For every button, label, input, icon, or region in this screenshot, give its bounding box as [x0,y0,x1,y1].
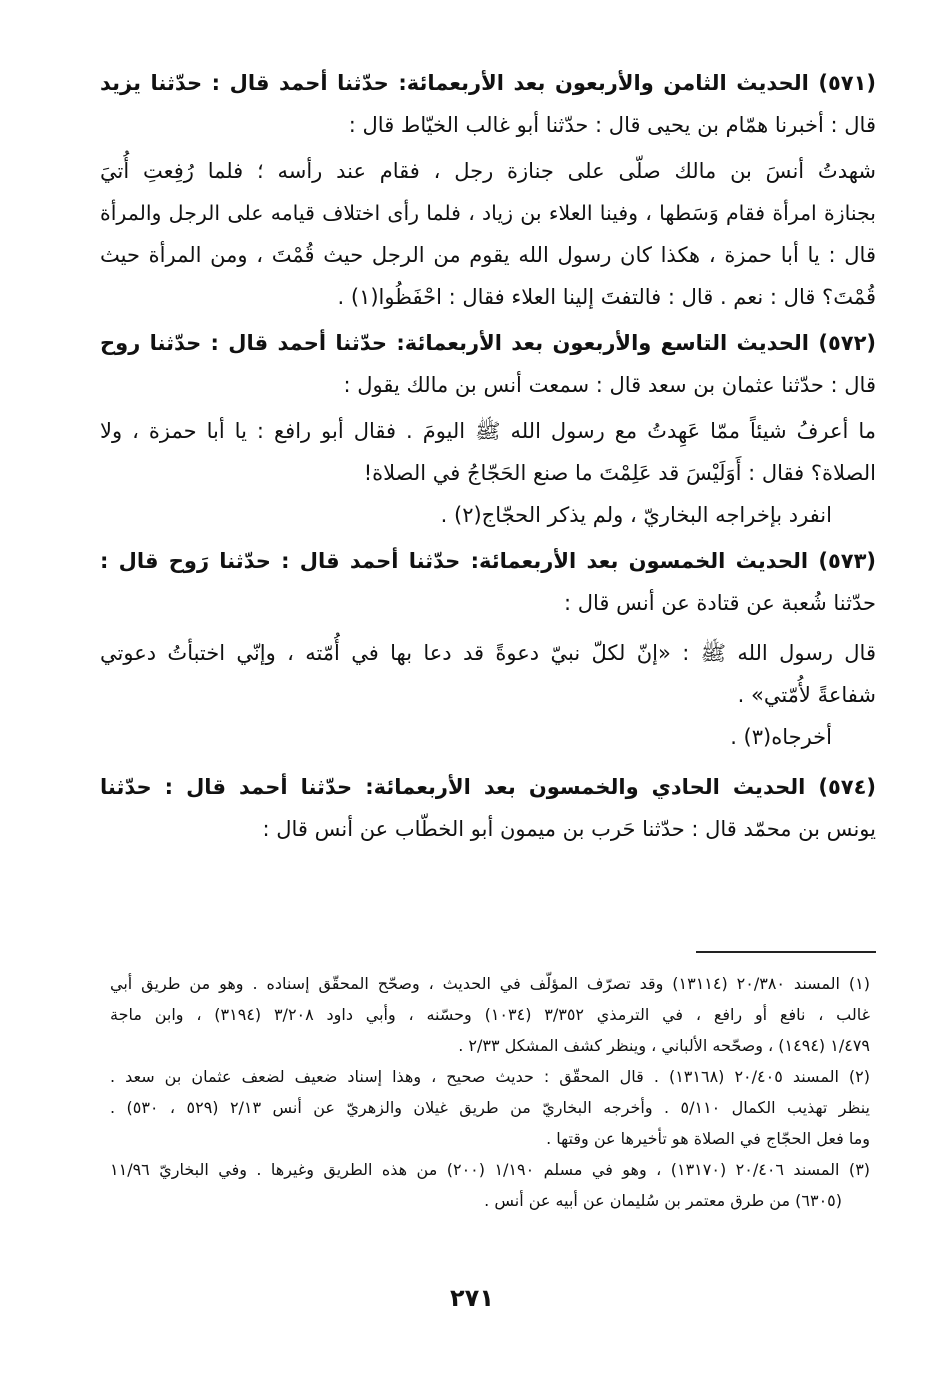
text-line: انفرد بإخراجه البخاريّ ، ولم يذكر الحجّاج(٢) . [440,503,832,527]
hadith-574 [100,766,876,850]
footnote-line: ينظر تهذيب الكمال ٥/١١٠ . وأخرجه البخاريّ من طريق غيلان والزهريّ عن أنس ٢/١٣ (٥٢٩ ، ٥٣٠) . [110,1098,870,1117]
hadith-573 [100,540,876,758]
footnote-3 [110,1154,870,1216]
text-line: شهدتُ أنسَ بن مالك صلّى على جنازة رجل ، فقام عند رأسه ؛ فلما رُفِعتِ أُتيَ [100,159,876,183]
text-line: قال : حدّثنا عثمان بن سعد قال : سمعت أنس بن مالك يقول : [343,373,876,397]
text-line: قُمْتَ؟ قال : نعم . قال : فالتفتَ إلينا العلاء فقال : احْفَظُوا(١) . [337,285,876,309]
text-line: يونس بن محمّد قال : حدّثنا حَرب بن ميمون أبو الخطّاب عن أنس قال : [262,817,876,841]
footnote-line: (٢) المسند ٢٠/٤٠٥ (١٣١٦٨) . قال المحقّق : حديث صحيح ، وهذا إسناد ضعيف لضعف عثمان بن سعد . [110,1067,870,1086]
footnote-line: ١/٤٧٩ (١٤٩٤) ، وصحّحه الألباني ، وينظر كشف المشكل ٢/٣٣ . [458,1036,870,1055]
text-line: أخرجاه(٣) . [730,725,832,749]
footnote-line: وما فعل الحجّاج في الصلاة هو تأخيرها عن وقتها . [546,1129,870,1148]
footnote-1 [110,968,870,1061]
page-number: ٢٧١ [450,1284,494,1312]
text-line: حدّثنا شُعبة عن قتادة عن أنس قال : [563,591,876,615]
footnote-2 [110,1061,870,1154]
footnote-separator [696,951,876,953]
text-line: ما أعرفُ شيئاً ممّا عَهِدتُ مع رسول الله ﷺ اليومَ . فقال أبو رافع : يا أبا حمزة ، ولا [100,419,876,443]
hadith-heading: (٥٧٣) الحديث الخمسون بعد الأربعمائة: حدّثنا أحمد قال : حدّثنا رَوح قال : [100,549,876,573]
hadith-heading: (٥٧٤) الحديث الحادي والخمسون بعد الأربعمائة: حدّثنا أحمد قال : حدّثنا [100,775,876,799]
footnote-line: (٣) المسند ٢٠/٤٠٦ (١٣١٧٠) ، وهو في مسلم ١/١٩٠ (٢٠٠) من هذه الطريق وغيرها . وفي البخاريّ ١١/٩٦ [110,1160,870,1179]
footnote-line: (١) المسند ٢٠/٣٨٠ (١٣١١٤) وقد تصرّف المؤلّف في الحديث ، وصحّح المحقّق إسناده . وهو من طريق أبي [110,974,870,993]
text-line: قال : يا أبا حمزة ، هكذا كان رسول الله يقوم من الرجل حيث قُمْتَ ، ومن المرأة حيث [100,243,876,267]
main-text [100,62,876,850]
text-line: شفاعةً لأُمّتي» . [737,683,876,707]
text-line: قال : أخبرنا همّام بن يحيى قال : حدّثنا أبو غالب الخيّاط قال : [348,113,876,137]
text-line: قال رسول الله ﷺ : «إنّ لكلّ نبيّ دعوةً قد دعا بها في أُمّته ، وإنّي اختبأتُ دعوتي [100,641,876,665]
hadith-571 [100,62,876,318]
footnote-line: غالب ، نافع أو رافع ، في الترمذي ٣/٣٥٢ (١٠٣٤) وحسّنه ، وأبي داود ٣/٢٠٨ (٣١٩٤) ، وابن ماجة [110,1005,870,1024]
text-line: الصلاة؟ فقال : أَوَلَيْسَ قد عَلِمْتَ ما صنع الحَجّاجُ في الصلاة! [363,461,876,485]
footnote-line: (٦٣٠٥) من طرق معتمر بن سُليمان عن أبيه عن أنس . [484,1191,842,1210]
hadith-heading: (٥٧٢) الحديث التاسع والأربعون بعد الأربعمائة: حدّثنا أحمد قال : حدّثنا روح [100,331,876,355]
hadith-572 [100,322,876,536]
footnotes [110,968,870,1216]
text-line: بجنازة امرأة فقام وَسَطها ، وفينا العلاء بن زياد ، فلما رأى اختلاف قيامه على الرجل والمرأة [100,201,876,225]
hadith-heading: (٥٧١) الحديث الثامن والأربعون بعد الأربعمائة: حدّثنا أحمد قال : حدّثنا يزيد [100,71,876,95]
